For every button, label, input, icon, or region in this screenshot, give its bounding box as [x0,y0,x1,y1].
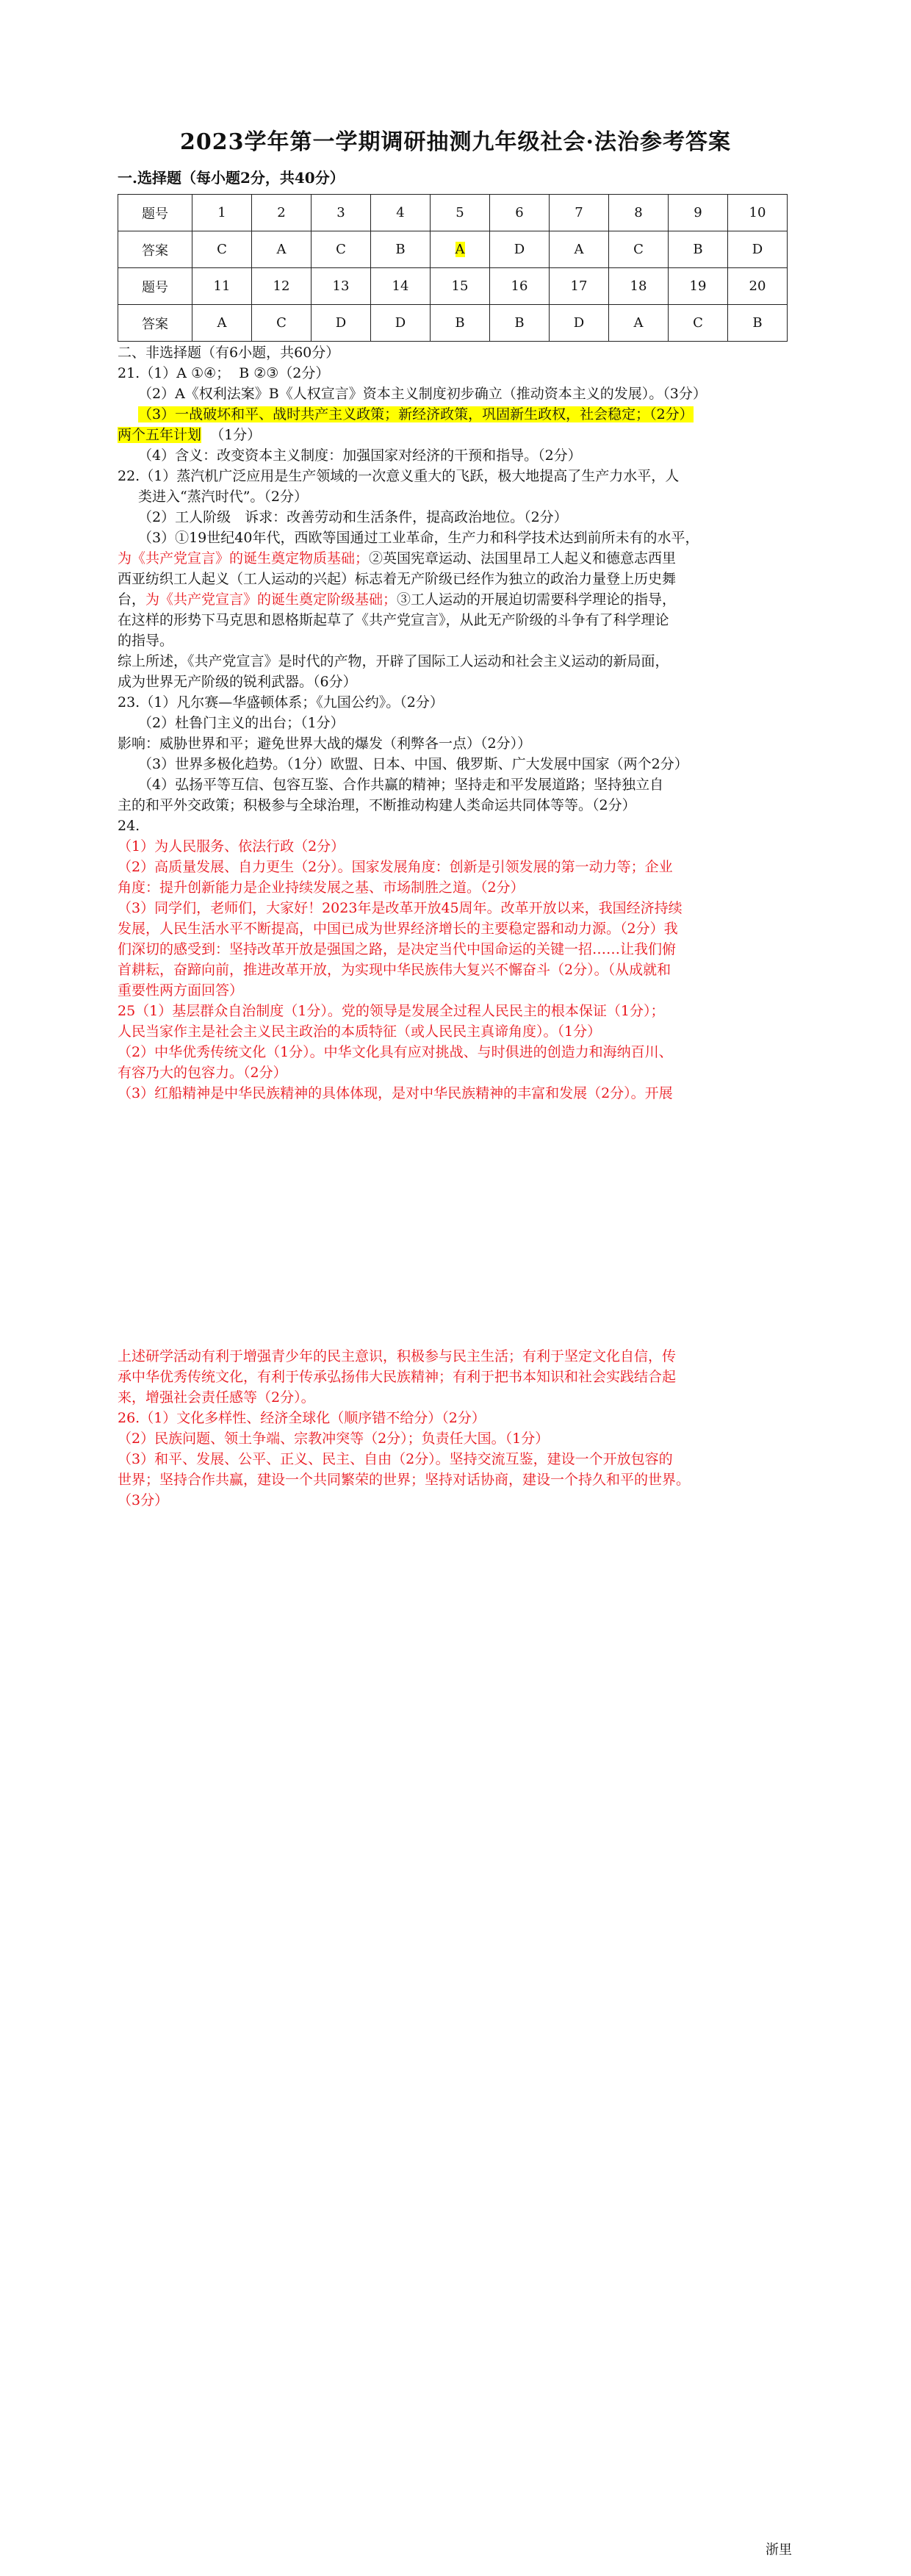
red-answer-line: 们深切的感受到：坚持改革开放是强国之路，是决定当代中国命运的关键一招……让我们俯 [118,941,677,957]
table-cell: 18 [609,268,669,305]
table-cell: 6 [490,195,550,231]
highlight-mark: （3）一战破坏和平、战时共产主义政策；新经济政策，巩固新生政权，社会稳定；（2分） [138,406,694,422]
table-cell: A [609,305,669,342]
table-cell: 17 [550,268,609,305]
answer-line: （4）弘扬平等互信、包容互鉴、合作共赢的精神；坚持走和平发展道路；坚持独立自 [138,777,664,793]
answer-line-highlighted [118,404,793,425]
answer-line: （3）世界多极化趋势。（1分）欧盟、日本、中国、俄罗斯、广大发展中国家（两个2分） [138,756,688,772]
red-answer-text: 为《共产党宣言》的诞生奠定物质基础； [118,550,370,566]
red-answer-line: （3分） [118,1492,169,1508]
table-row [118,195,788,231]
red-answer-line: 角度：提升创新能力是企业持续发展之基、市场制胜之道。（2分） [118,879,525,896]
table-cell: 12 [252,268,312,305]
red-answer-line: （3）和平、发展、公平、正义、民主、自由（2分）。坚持交流互鉴，建设一个开放包容的 [118,1451,673,1467]
table-cell: D [728,231,788,268]
table-cell: 题号 [118,268,192,305]
red-answer-line: 有容乃大的包容力。（2分） [118,1065,287,1081]
answer-line [118,589,793,610]
table-cell: B [669,231,728,268]
answer-line: 类进入“蒸汽时代”。（2分） [138,489,309,505]
table-cell: C [609,231,669,268]
red-answer-text: 为《共产党宣言》的诞生奠定阶级基础； [145,591,397,608]
table-cell: 13 [312,268,371,305]
section-heading-choice: 一.选择题（每小题2分，共40分） [118,169,345,187]
table-cell: A [252,231,312,268]
table-cell: 答案 [118,231,192,268]
red-answer-line: 世界；坚持合作共赢，建设一个共同繁荣的世界；坚持对话协商，建设一个持久和平的世界。 [118,1472,691,1488]
red-answer-line: 上述研学活动有利于增强青少年的民主意识，积极参与民主生活；有利于坚定文化自信，传 [118,1348,677,1364]
answer-text: （1分） [210,427,262,443]
table-cell: 4 [371,195,431,231]
table-cell: 20 [728,268,788,305]
answer-text: ③工人运动的开展迫切需要科学理论的指导， [397,591,677,608]
table-row [118,268,788,305]
table-cell: 11 [192,268,252,305]
answer-line: （2）工人阶级 诉求：改善劳动和生活条件，提高政治地位。（2分） [138,509,568,525]
table-cell: D [550,305,609,342]
answer-line: 23.（1）凡尔赛—华盛顿体系；《九国公约》。（2分） [118,694,444,710]
answer-line: （4）含义：改变资本主义制度：加强国家对经济的干预和指导。（2分） [138,447,582,464]
red-answer-line: （2）中华优秀传统文化（1分）。中华文化具有应对挑战、与时俱进的创造力和海纳百川、 [118,1044,673,1060]
table-cell: 8 [609,195,669,231]
red-answer-line: （2）民族问题、领土争端、宗教冲突等（2分）；负责任大国。（1分） [118,1431,550,1447]
answer-line [118,425,793,445]
answer-text: ②英国宪章运动、法国里昂工人起义和德意志西里 [369,550,677,566]
red-answer-line: 25（1）基层群众自治制度（1分）。党的领导是发展全过程人民民主的根本保证（1分）； [118,1003,665,1019]
answer-line: 的指导。 [118,633,174,649]
table-cell: C [252,305,312,342]
answer-table [118,194,788,342]
answer-line: 成为世界无产阶级的锐利武器。（6分） [118,674,357,690]
table-cell: 答案 [118,305,192,342]
table-cell: D [312,305,371,342]
table-cell: 7 [550,195,609,231]
table-cell: 14 [371,268,431,305]
section-heading-essay: 二、非选择题（有6小题，共60分） [118,345,340,361]
table-cell: D [490,231,550,268]
page-title: 2023学年第一学期调研抽测九年级社会·法治参考答案 [180,129,731,155]
answer-line: 21.（1）A ①④； B ②③（2分） [118,365,330,381]
table-cell: C [192,231,252,268]
table-cell: 题号 [118,195,192,231]
answer-line: （3）①19世纪40年代，西欧等国通过工业革命，生产力和科学技术达到前所未有的水平， [138,530,699,546]
answer-text: 台， [118,591,146,608]
table-cell: A [550,231,609,268]
red-answer-line: （3）红船精神是中华民族精神的具体体现，是对中华民族精神的丰富和发展（2分）。开展 [118,1085,673,1101]
table-cell: C [669,305,728,342]
table-cell: B [490,305,550,342]
answer-body [118,342,793,1531]
red-answer-line: （2）高质量发展、自力更生（2分）。国家发展角度：创新是引领发展的第一动力等；企业 [118,859,673,875]
table-cell: D [371,305,431,342]
answer-line: （2）杜鲁门主义的出台；（1分） [138,715,345,731]
table-cell: C [312,231,371,268]
table-cell: 16 [490,268,550,305]
answer-line [118,548,793,569]
answer-line: 影响：威胁世界和平；避免世界大战的爆发（利弊各一点）（2分）） [118,735,532,752]
answer-line: 西亚纺织工人起义（工人运动的兴起）标志着无产阶级已经作为独立的政治力量登上历史舞 [118,571,677,587]
red-answer-line: 发展，人民生活水平不断提高，中国已成为世界经济增长的主要稳定器和动力源。（2分）我 [118,921,678,937]
answer-line: （2）A《权利法案》B《人权宣言》资本主义制度初步确立（推动资本主义的发展）。（3分） [138,386,707,402]
table-cell: A [192,305,252,342]
table-cell: 19 [669,268,728,305]
table-row [118,305,788,342]
highlight-mark: 两个五年计划 [118,427,202,443]
table-row [118,231,788,268]
red-answer-line: （1）为人民服务、依法行政（2分） [118,838,345,855]
table-cell-highlighted [431,231,490,268]
answer-line: 主的和平外交政策；积极参与全球治理，不断推动构建人类命运共同体等等。（2分） [118,797,636,813]
table-cell: 1 [192,195,252,231]
table-cell: 10 [728,195,788,231]
red-answer-line: 首耕耘，奋蹄向前，推进改革开放，为实现中华民族伟大复兴不懈奋斗（2分）。（从成就和 [118,962,671,978]
red-answer-line: 承中华优秀传统文化，有利于传承弘扬伟大民族精神；有利于把书本知识和社会实践结合起 [118,1369,677,1385]
table-cell: B [371,231,431,268]
answer-line: 24. [118,818,140,834]
red-answer-line: 人民当家作主是社会主义民主政治的本质特征（或人民民主真谛角度）。（1分） [118,1023,602,1040]
table-cell: 15 [431,268,490,305]
answer-line: 在这样的形势下马克思和恩格斯起草了《共产党宣言》，从此无产阶级的斗争有了科学理论 [118,612,669,628]
red-answer-line [118,1511,793,1531]
red-answer-line: 重要性两方面回答） [118,982,244,999]
answer-line: 22.（1）蒸汽机广泛应用是生产领域的一次意义重大的飞跃，极大地提高了生产力水平，人 [118,468,680,484]
footer-watermark: 浙里 [766,2542,792,2558]
blank-gap [118,1104,793,1346]
table-cell: 2 [252,195,312,231]
highlight-mark: A [455,242,465,257]
table-cell: 3 [312,195,371,231]
red-answer-line: 来，增强社会责任感等（2分）。 [118,1389,315,1406]
red-answer-line: （3）同学们，老师们，大家好！2023年是改革开放45周年。改革开放以来，我国经济持续 [118,900,683,916]
table-cell: 5 [431,195,490,231]
red-answer-line: 26.（1）文化多样性、经济全球化（顺序错不给分）（2分） [118,1410,486,1426]
table-cell: B [431,305,490,342]
answer-line: 综上所述，《共产党宣言》是时代的产物，开辟了国际工人运动和社会主义运动的新局面， [118,653,669,669]
table-cell: B [728,305,788,342]
table-cell: 9 [669,195,728,231]
